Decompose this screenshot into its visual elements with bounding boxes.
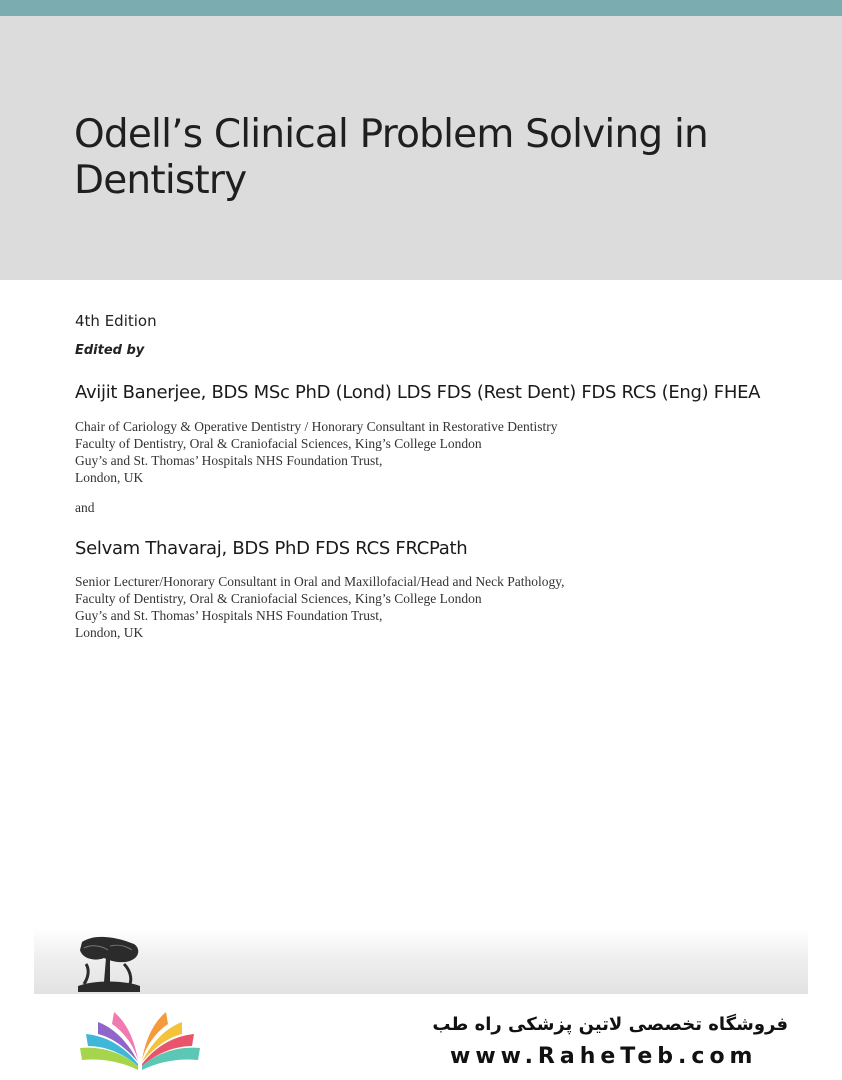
edition-label: 4th Edition — [75, 312, 157, 330]
affiliation-line: Senior Lecturer/Honorary Consultant in Oral and Maxillofacial/Head and Neck Pathology, — [75, 574, 565, 589]
affiliation-line: Chair of Cariology & Operative Dentistry / Honorary Consultant in Restorative Dentistry — [75, 419, 558, 434]
affiliation-line: Faculty of Dentistry, Oral & Craniofacial Sciences, King’s College London — [75, 436, 482, 451]
conjunction-and: and — [75, 500, 95, 515]
top-accent-bar — [0, 0, 842, 16]
affiliation-line: Faculty of Dentistry, Oral & Craniofacial Sciences, King’s College London — [75, 591, 482, 606]
editor-1-affiliation — [75, 418, 675, 486]
editor-2-name: Selvam Thavaraj, BDS PhD FDS RCS FRCPath — [75, 538, 468, 559]
open-book-logo-icon — [76, 1006, 206, 1072]
footer-shade — [34, 928, 808, 994]
store-name: فروشگاه تخصصی لاتین پزشکی راه طب — [432, 1014, 788, 1035]
affiliation-line: Guy’s and St. Thomas’ Hospitals NHS Foundation Trust, — [75, 453, 383, 468]
affiliation-line: Guy’s and St. Thomas’ Hospitals NHS Foundation Trust, — [75, 608, 383, 623]
edited-by-label: Edited by — [75, 343, 145, 358]
elsevier-tree-logo-icon — [74, 934, 144, 994]
editor-2-affiliation — [75, 573, 675, 641]
store-url-link[interactable]: www.RaheTeb.com — [450, 1044, 758, 1069]
book-title: Odell’s Clinical Problem Solving in Dentistry — [74, 112, 708, 203]
affiliation-line: London, UK — [75, 625, 144, 640]
affiliation-line: London, UK — [75, 470, 144, 485]
editor-1-name: Avijit Banerjee, BDS MSc PhD (Lond) LDS FDS (Rest Dent) FDS RCS (Eng) FHEA — [75, 382, 761, 403]
